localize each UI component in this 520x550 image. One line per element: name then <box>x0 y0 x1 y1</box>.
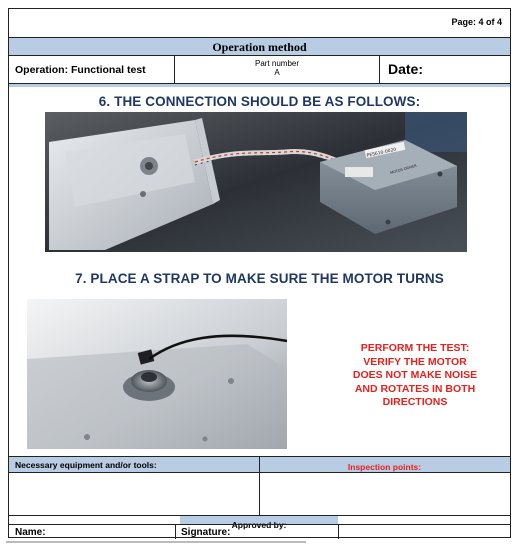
name-cell <box>9 525 176 539</box>
test-instruction-line: PERFORM THE TEST: <box>360 342 470 354</box>
document-sheet <box>8 8 511 538</box>
driver-label-code: PES610-0020 <box>366 147 397 159</box>
blue-separator <box>9 84 510 87</box>
part-number-cell <box>175 56 380 83</box>
connection-photo <box>45 112 467 252</box>
motor-strap-photo <box>27 299 287 449</box>
part-number-label: Part number <box>254 59 300 68</box>
equipment-header <box>9 457 260 472</box>
operation-label: Operation: Functional test <box>15 64 146 76</box>
step-6-heading: 6. THE CONNECTION SHOULD BE AS FOLLOWS: <box>98 94 421 109</box>
test-instruction-line: DOES NOT MAKE NOISE <box>352 369 478 381</box>
test-instruction-line: DIRECTIONS <box>382 396 448 408</box>
test-instruction-line: AND ROTATES IN BOTH <box>354 382 476 395</box>
section-title: Operation method <box>212 40 307 54</box>
page-number: Page: 4 of 4 <box>451 17 502 27</box>
approved-label: Approved by: <box>231 520 287 530</box>
inspection-header <box>259 457 510 472</box>
approved-row <box>9 516 510 530</box>
footer-fine-print-lines <box>6 540 306 545</box>
equipment-body <box>9 473 510 516</box>
test-instruction <box>315 342 515 410</box>
equipment-divider <box>259 473 260 515</box>
signature-cell <box>175 525 339 539</box>
step-7-heading: 7. PLACE A STRAP TO MAKE SURE THE MOTOR TURNS <box>75 271 444 286</box>
equipment-header-bar <box>9 456 510 473</box>
part-number-value: A <box>274 68 280 77</box>
section-title-bar <box>9 37 510 56</box>
page-number-row <box>9 9 510 37</box>
test-instruction-line: VERIFY THE MOTOR <box>363 355 467 368</box>
approved-header <box>180 516 338 530</box>
date-cell <box>380 56 510 83</box>
signature-row <box>9 524 510 539</box>
inspection-label: Inspection points: <box>347 462 422 472</box>
signature-label: Signature: <box>181 527 231 538</box>
motor-strap-illustration <box>27 299 287 449</box>
equipment-label: Necessary equipment and/or tools: <box>15 460 157 470</box>
connection-photo-illustration <box>45 112 467 252</box>
date-label: Date: <box>388 61 424 77</box>
operation-cell <box>9 56 175 83</box>
driver-label-name: MOTOR DRIVER <box>389 163 418 176</box>
name-label: Name: <box>15 527 46 538</box>
footer-fine-print <box>6 540 306 546</box>
info-row <box>9 56 510 84</box>
